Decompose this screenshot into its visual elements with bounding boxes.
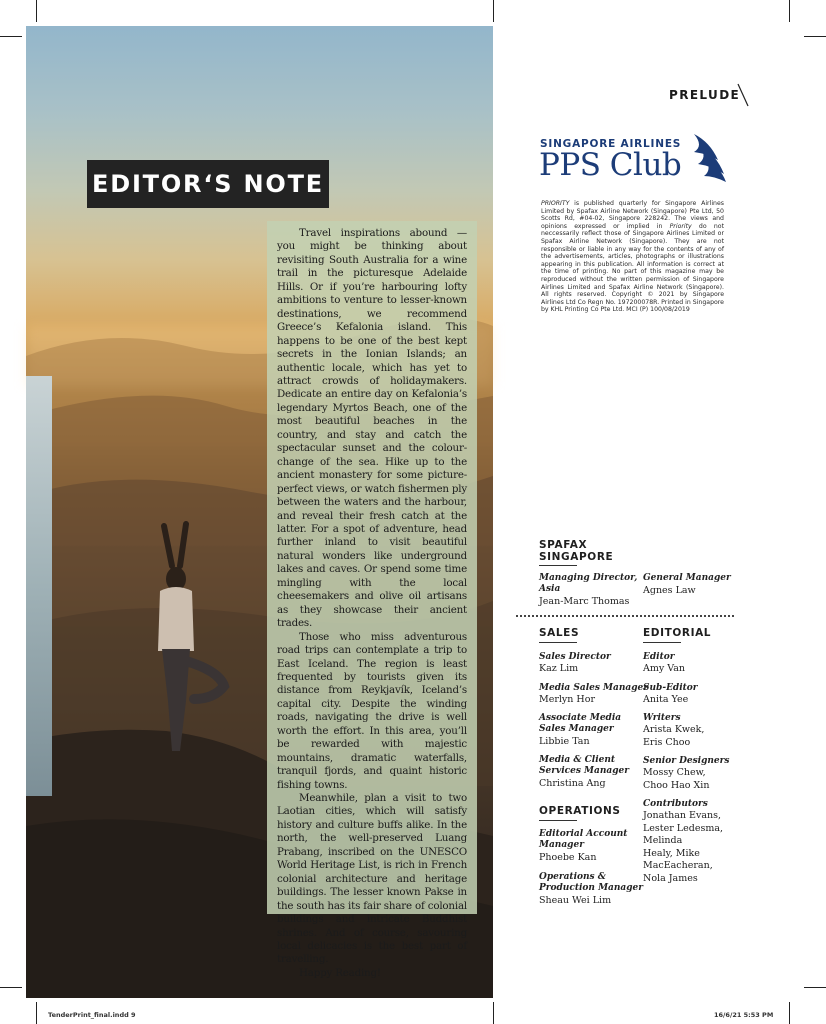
person-name: Phoebe Kan (539, 852, 597, 863)
divider (539, 565, 577, 566)
footer-filename: TenderPrint_final.indd 9 (48, 1011, 136, 1019)
yoga-figure (134, 521, 244, 761)
sea-strip (26, 376, 52, 796)
pps-club-logo (540, 134, 730, 186)
person-name: Christina Ang (539, 778, 606, 789)
divider (643, 642, 681, 643)
article-paragraph: Those who miss adventurous road trips can contemplate a trip to East Iceland. The region is least frequented by tourists given its distance from Reykjavík, Iceland’s capital city. Despite the winding roads, navigating the drive is well worth the effort. In this area, you’ll be rewarded with majestic mountains, dramatic waterfalls, tranquil fjords, and quaint historic fishing towns. (277, 630, 467, 791)
person-name: Libbie Tan (539, 736, 590, 747)
role-label: Contributors (643, 799, 708, 809)
role-label: Media & Client Services Manager (539, 755, 629, 776)
crop-mark (789, 1002, 790, 1024)
person-name: Sheau Wei Lim (539, 895, 612, 906)
section-label: PRELUDE (669, 88, 741, 102)
operations-title: OPERATIONS (539, 805, 621, 817)
role-label: Associate Media Sales Manager (539, 713, 622, 734)
crop-mark (0, 987, 22, 988)
role-label: Writers (643, 713, 681, 723)
spafax-title: SPAFAX SINGAPORE (539, 539, 614, 563)
person-name: Mossy Chew, Choo Hao Xin (643, 767, 710, 791)
editorial-title: EDITORIAL (643, 627, 712, 639)
article-signoff: Happy Reading! (299, 966, 381, 979)
role-label: Sub-Editor (643, 683, 698, 693)
role-label: General Manager (643, 573, 731, 583)
person-name: Kaz Lim (539, 663, 579, 674)
sales-title: SALES (539, 627, 580, 639)
crop-mark (789, 0, 790, 22)
divider (539, 642, 577, 643)
person-name: Anita Yee (643, 694, 689, 705)
role-label: Managing Director, Asia (539, 573, 638, 594)
role-label: Operations & Production Manager (539, 872, 644, 893)
person-name: Arista Kwek, Eris Choo (643, 724, 705, 748)
legal-notice: PRIORITY is published quarterly for Singapore Airlines Limited by Spafax Airline Network (Singapore) Pte Ltd, 50 Scotts Rd, #04-02, Singapore 228242. The views and opinions expressed or implied in Priority do not neccessarily reflect those of Singapore Airlines Limited or Spafax Airline Network (Singapore). They are not responsible or liable in any way for the contents of any of the advertisements, articles, photographs or illustrations appearing in this publication. All information is correct at the time of printing. No part of this magazine may be reproduced without the written permission of Singapore Airlines Limited and Spafax Airline Network (Singapore). All rights reserved. Copyright © 2021 by Singapore Airlines Ltd Co Regn No. 197200078R. Printed in Singapore by KHL Printing Co Pte Ltd. MCI (P) 100/08/2019 (541, 200, 724, 314)
footer-timestamp: 16/6/21 5:53 PM (714, 1011, 774, 1019)
logo-club-text: PPS Club (539, 147, 682, 183)
crop-mark (493, 1002, 494, 1024)
person-name: Agnes Law (643, 585, 696, 596)
article-paragraph: Meanwhile, plan a visit to two Laotian cities, which will satisfy history and culture buffs alike. In the north, the well-preserved Luang Prabang, inscribed on the UNESCO World Heritage List, is rich in French colonial architecture and heritage buildings. The lesser known Pakse in the south has its fair share of colonial buildings and intricate Buddhist shrines. And of course, savouring local delicacies is the best part of travelling. (277, 792, 467, 966)
logo-airline-text: SINGAPORE AIRLINES (540, 138, 682, 150)
role-label: Editorial Account Manager (539, 829, 628, 850)
sia-bird-icon (688, 132, 728, 184)
person-name: Merlyn Hor (539, 694, 595, 705)
dotted-divider (516, 615, 734, 617)
person-name: Amy Van (643, 663, 686, 674)
crop-mark (804, 987, 826, 988)
page-title: EDITOR‘S NOTE (87, 160, 329, 208)
crop-mark (36, 1002, 37, 1024)
person-name: Jean-Marc Thomas (539, 596, 630, 607)
crop-mark (493, 0, 494, 22)
role-label: Media Sales Manager (539, 683, 648, 693)
article-paragraph: Travel inspirations abound — you might be thinking about revisiting South Australia for a wine trail in the picturesque Adelaide Hills. Or if you’re harbouring lofty ambitions to venture to lesser-known destinations, we recommend Greece’s Kefalonia island. This happens to be one of the best kept secrets in the Ionian Islands; an authentic locale, which has yet to attract crowds of holidaymakers. Dedicate an entire day on Kefalonia’s legendary Myrtos Beach, one of the most beautiful beaches in the country, and stay and catch the spectacular sunset and the colour-change of the sea. Hike up to the ancient monastery for some picture-perfect views, or watch fishermen ply between the waters and the harbour, and reveal their fresh catch at the latter. For a spot of adventure, head further inland to visit beautiful natural wonders like underground lakes and caves. Or spend some time mingling with the local cheesemakers and olive oil artisans as they showcase their ancient trades. (277, 227, 467, 630)
role-label: Sales Director (539, 652, 611, 662)
slash-icon (737, 83, 749, 107)
role-label: Editor (643, 652, 675, 662)
editors-note-panel (267, 221, 477, 979)
crop-mark (36, 0, 37, 22)
divider (539, 820, 577, 821)
crop-mark (804, 36, 826, 37)
crop-mark (0, 36, 22, 37)
role-label: Senior Designers (643, 756, 730, 766)
person-name: Jonathan Evans, Lester Ledesma, Melinda Healy, Mike MacEacheran, Nola James (643, 810, 724, 884)
